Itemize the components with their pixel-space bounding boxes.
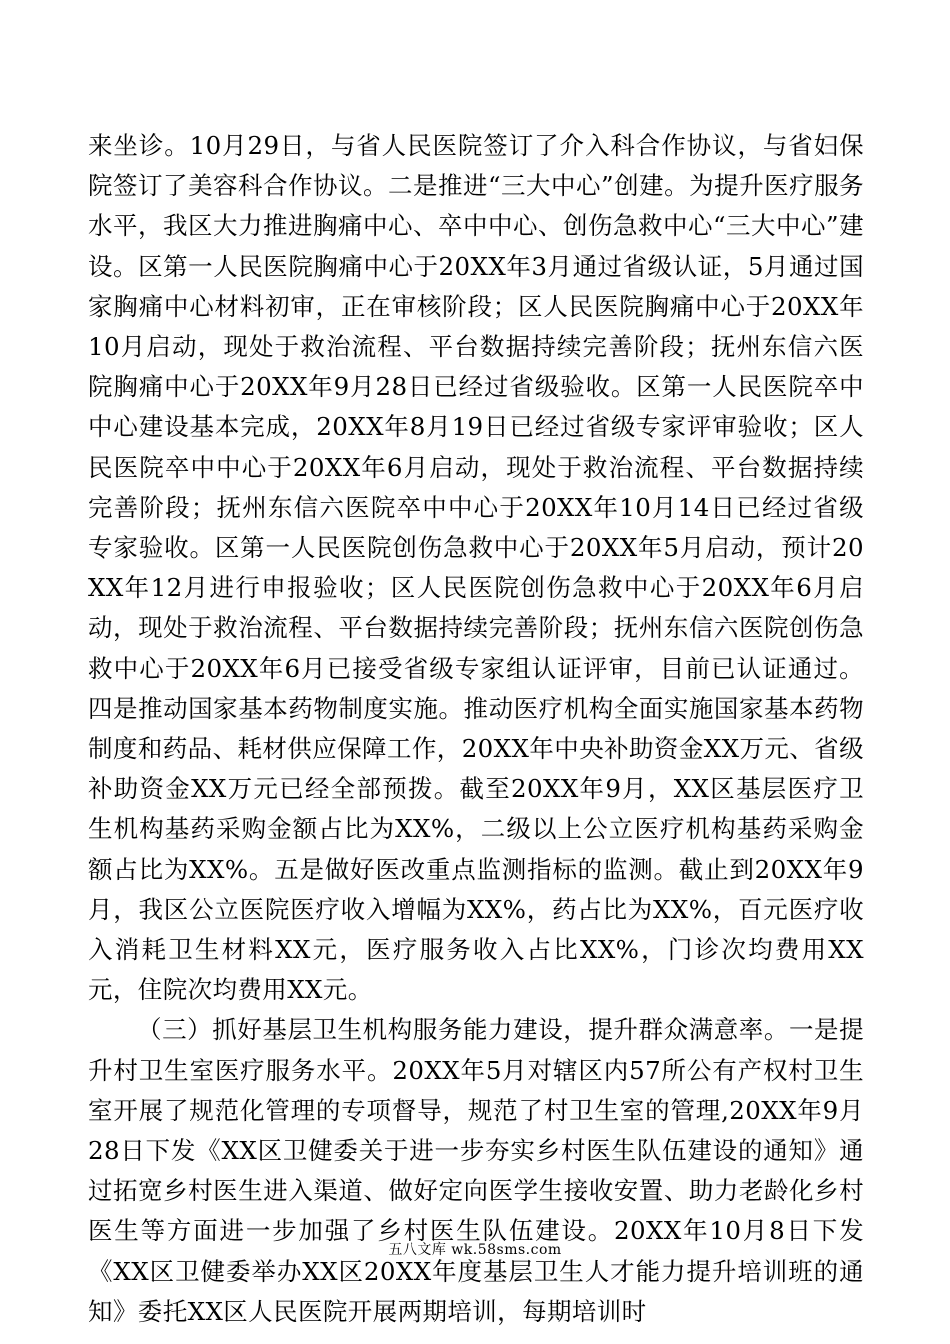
paragraph-section-three: （三）抓好基层卫生机构服务能力建设，提升群众满意率。一是提升村卫生室医疗服务水平。20XX年5月对辖区内57所公有产权村卫生室开展了规范化管理的专项督导，规范了村卫生室的管理,20XX年9月28日下发《XX区卫健委关于进一步夯实乡村医生队伍建设的通知》通过拓宽乡村医生进入渠道、做好定向医学生接收安置、助力老龄化乡村医生等方面进一步加强了乡村医生队伍建设。20XX年10月8日下发《XX区卫健委举办XX区20XX年度基层卫生人才能力提升培训班的通知》委托XX区人民医院开展两期培训，每期培训时 <box>88 1015 864 1326</box>
footer-watermark: 五八文库 wk.58sms.com <box>388 1242 562 1258</box>
document-body <box>88 126 864 1332</box>
paragraph-continuation: 来坐诊。10月29日，与省人民医院签订了介入科合作协议，与省妇保院签订了美容科合作协议。二是推进“三大中心”创建。为提升医疗服务水平，我区大力推进胸痛中心、卒中中心、创伤急救中心“三大中心”建设。区第一人民医院胸痛中心于20XX年3月通过省级认证，5月通过国家胸痛中心材料初审，正在审核阶段；区人民医院胸痛中心于20XX年10月启动，现处于救治流程、平台数据持续完善阶段；抚州东信六医院胸痛中心于20XX年9月28日已经过省级验收。区第一人民医院卒中中心建设基本完成，20XX年8月19日已经过省级专家评审验收；区人民医院卒中中心于20XX年6月启动，现处于救治流程、平台数据持续完善阶段；抚州东信六医院卒中中心于20XX年10月14日已经过省级专家验收。区第一人民医院创伤急救中心于20XX年5月启动，预计20XX年12月进行申报验收；区人民医院创伤急救中心于20XX年6月启动，现处于救治流程、平台数据持续完善阶段；抚州东信六医院创伤急救中心于20XX年6月已接受省级专家组认证评审，目前已认证通过。四是推动国家基本药物制度实施。推动医疗机构全面实施国家基本药物制度和药品、耗材供应保障工作，20XX年中央补助资金XX万元、省级补助资金XX万元已经全部预拨。截至20XX年9月，XX区基层医疗卫生机构基药采购金额占比为XX%，二级以上公立医疗机构基药采购金额占比为XX%。五是做好医改重点监测指标的监测。截止到20XX年9月，我区公立医院医疗收入增幅为XX%，药占比为XX%，百元医疗收入消耗卫生材料XX元，医疗服务收入占比XX%，门诊次均费用XX元，住院次均费用XX元。 <box>88 131 864 1005</box>
